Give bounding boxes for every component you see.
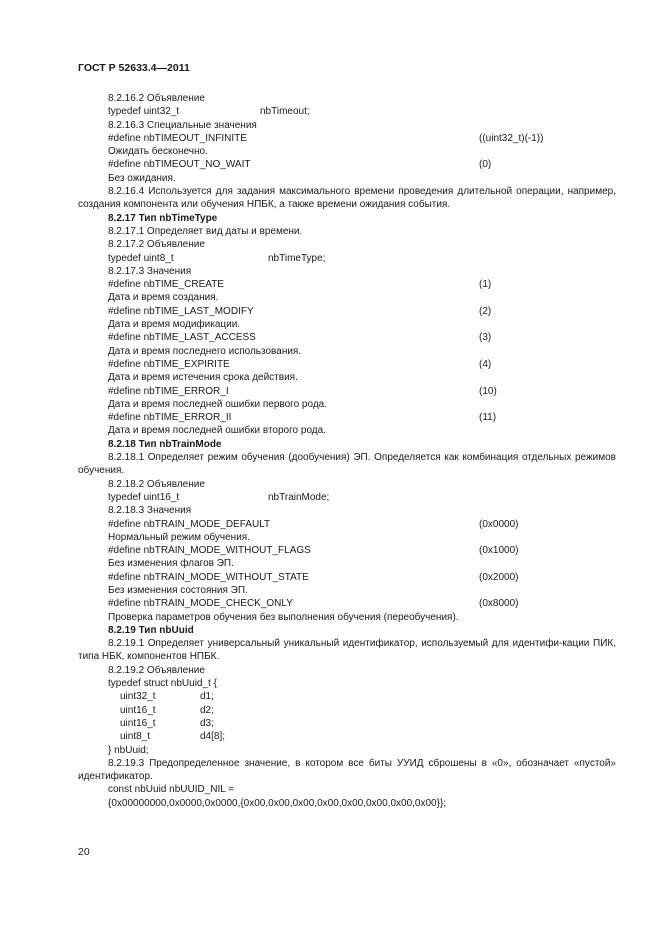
define-value: ((uint32_t)(-1)) [479, 132, 544, 144]
declaration-line [78, 704, 616, 717]
define-name: #define nbTRAIN_MODE_WITHOUT_STATE [108, 571, 309, 583]
text-line [78, 664, 616, 677]
text-line [78, 345, 616, 358]
define-value: (0x0000) [479, 518, 519, 530]
text-line [78, 318, 616, 331]
define-name: #define nbTIME_CREATE [108, 279, 224, 291]
define-line [78, 597, 616, 610]
define-name: #define nbTIMEOUT_NO_WAIT [108, 159, 251, 171]
line-text: Нормальный режим обучения. [108, 531, 250, 543]
document-header: ГОСТ Р 52633.4—2011 [78, 62, 190, 74]
text-line [78, 145, 616, 158]
text-line [78, 398, 616, 411]
paragraph: 8.2.16.4 Используется для задания максимального времени проведения длительной операции, например, создания компонента или обучения НПБК, а также времени ожидания события. [78, 186, 616, 211]
define-value: (2) [479, 305, 492, 317]
line-text: Дата и время истечения срока действия. [108, 372, 298, 384]
define-line [78, 278, 616, 291]
line-text: } nbUuid; [108, 744, 149, 756]
define-value: (0x1000) [479, 545, 519, 557]
declaration-type: typedef uint16_t [108, 491, 180, 503]
define-line [78, 305, 616, 318]
declaration-name: d3; [200, 717, 214, 729]
declaration-name: nbTimeout; [260, 106, 310, 118]
paragraph: 8.2.18.1 Определяет режим обучения (дообучения) ЭП. Определяется как комбинация отдельных режимов обучения. [78, 452, 616, 477]
line-text: 8.2.17.2 Объявление [108, 239, 205, 251]
text-line [78, 611, 616, 624]
define-line [78, 358, 616, 371]
line-text: 8.2.19.2 Объявление [108, 664, 205, 676]
line-text: 8.2.16.3 Специальные значения [108, 119, 257, 131]
declaration-type: uint16_t [120, 704, 156, 716]
text-line [78, 531, 616, 544]
define-line [78, 132, 616, 145]
line-text: 8.2.19 Тип nbUuid [108, 624, 194, 636]
define-name: #define nbTIME_LAST_ACCESS [108, 332, 256, 344]
line-text: Дата и время последнего использования. [108, 345, 302, 357]
define-name: #define nbTIME_ERROR_I [108, 385, 229, 397]
define-name: #define nbTIME_EXPIRITE [108, 358, 230, 370]
define-line [78, 158, 616, 171]
section-heading [78, 212, 616, 225]
line-text: Дата и время последней ошибки второго рода. [108, 425, 326, 437]
declaration-name: d1; [200, 691, 214, 703]
declaration-line [78, 252, 616, 265]
text-line [78, 783, 616, 796]
define-line [78, 385, 616, 398]
define-value: (3) [479, 332, 492, 344]
line-text: {0x00000000,0x0000,0x0000,{0x00,0x00,0x00,0x00,0x00,0x00,0x00,0x00}}; [108, 797, 447, 809]
paragraph: 8.2.19.3 Предопределенное значение, в котором все биты УУИД сброшены в «0», обозначает «пустой» идентификатор. [78, 757, 616, 783]
declaration-name: nbTimeType; [268, 252, 326, 264]
text-line [78, 557, 616, 570]
declaration-line [78, 105, 616, 118]
define-value: (0) [479, 159, 492, 171]
section-heading [78, 438, 616, 451]
line-text: 8.2.18.3 Значения [108, 505, 192, 517]
define-value: (0x8000) [479, 598, 519, 610]
declaration-type: typedef uint8_t [108, 252, 174, 264]
line-text: 8.2.18.2 Объявление [108, 478, 205, 490]
define-name: #define nbTRAIN_MODE_WITHOUT_FLAGS [108, 545, 311, 557]
declaration-line [78, 717, 616, 730]
define-name: #define nbTRAIN_MODE_DEFAULT [108, 518, 271, 530]
declaration-name: d2; [200, 704, 214, 716]
text-line [78, 371, 616, 384]
section-heading [78, 624, 616, 637]
define-line [78, 518, 616, 531]
line-text: Без изменения состояния ЭП. [108, 584, 248, 596]
document-body [78, 92, 616, 810]
page-number: 20 [78, 846, 90, 858]
text-line [78, 504, 616, 517]
declaration-name: d4[8]; [200, 731, 226, 743]
text-line [78, 265, 616, 278]
text-line [78, 172, 616, 185]
text-line [78, 424, 616, 437]
line-text: 8.2.17.1 Определяет вид даты и времени. [108, 225, 303, 237]
define-line [78, 544, 616, 557]
declaration-type: uint32_t [120, 691, 156, 703]
declaration-type: uint8_t [120, 731, 151, 743]
text-line [78, 119, 616, 132]
line-text: Без изменения флагов ЭП. [108, 558, 234, 570]
define-value: (0x2000) [479, 571, 519, 583]
define-value: (11) [479, 412, 497, 424]
text-line [78, 225, 616, 238]
define-name: #define nbTIME_LAST_MODIFY [108, 305, 254, 317]
text-line [78, 478, 616, 491]
declaration-type: uint16_t [120, 717, 156, 729]
line-text: Без ожидания. [108, 172, 176, 184]
line-text: 8.2.18 Тип nbTrainMode [108, 438, 222, 450]
text-line [78, 291, 616, 304]
paragraph: 8.2.19.1 Определяет универсальный уникальный идентификатор, используемый для идентифи-кации ПИК, типа НБК, компонентов НПБК. [78, 638, 616, 663]
define-value: (1) [479, 279, 492, 291]
declaration-name: nbTrainMode; [268, 491, 330, 503]
text-line [78, 677, 616, 690]
line-text: Проверка параметров обучения без выполнения обучения (переобучения). [108, 611, 459, 623]
define-name: #define nbTIMEOUT_INFINITE [108, 132, 247, 144]
define-value: (4) [479, 358, 492, 370]
line-text: Дата и время создания. [108, 292, 219, 304]
declaration-line [78, 491, 616, 504]
line-text: 8.2.17.3 Значения [108, 265, 192, 277]
define-line [78, 411, 616, 424]
declaration-type: typedef uint32_t [108, 106, 180, 118]
line-text: Дата и время модификации. [108, 319, 241, 331]
text-line [78, 92, 616, 105]
define-line [78, 331, 616, 344]
line-text: typedef struct nbUuid_t { [108, 678, 217, 690]
declaration-line [78, 690, 616, 703]
define-value: (10) [479, 385, 497, 397]
line-text: Дата и время последней ошибки первого рода. [108, 398, 328, 410]
define-name: #define nbTRAIN_MODE_CHECK_ONLY [108, 598, 293, 610]
line-text: 8.2.16.2 Объявление [108, 93, 205, 104]
text-line [78, 238, 616, 251]
text-line [78, 744, 616, 757]
text-line [78, 584, 616, 597]
line-text: const nbUuid nbUUID_NIL = [108, 784, 235, 796]
line-text: Ожидать бесконечно. [108, 146, 208, 158]
define-name: #define nbTIME_ERROR_II [108, 412, 232, 424]
define-line [78, 571, 616, 584]
text-line [78, 797, 616, 810]
declaration-line [78, 730, 616, 743]
line-text: 8.2.17 Тип nbTimeType [108, 212, 218, 224]
